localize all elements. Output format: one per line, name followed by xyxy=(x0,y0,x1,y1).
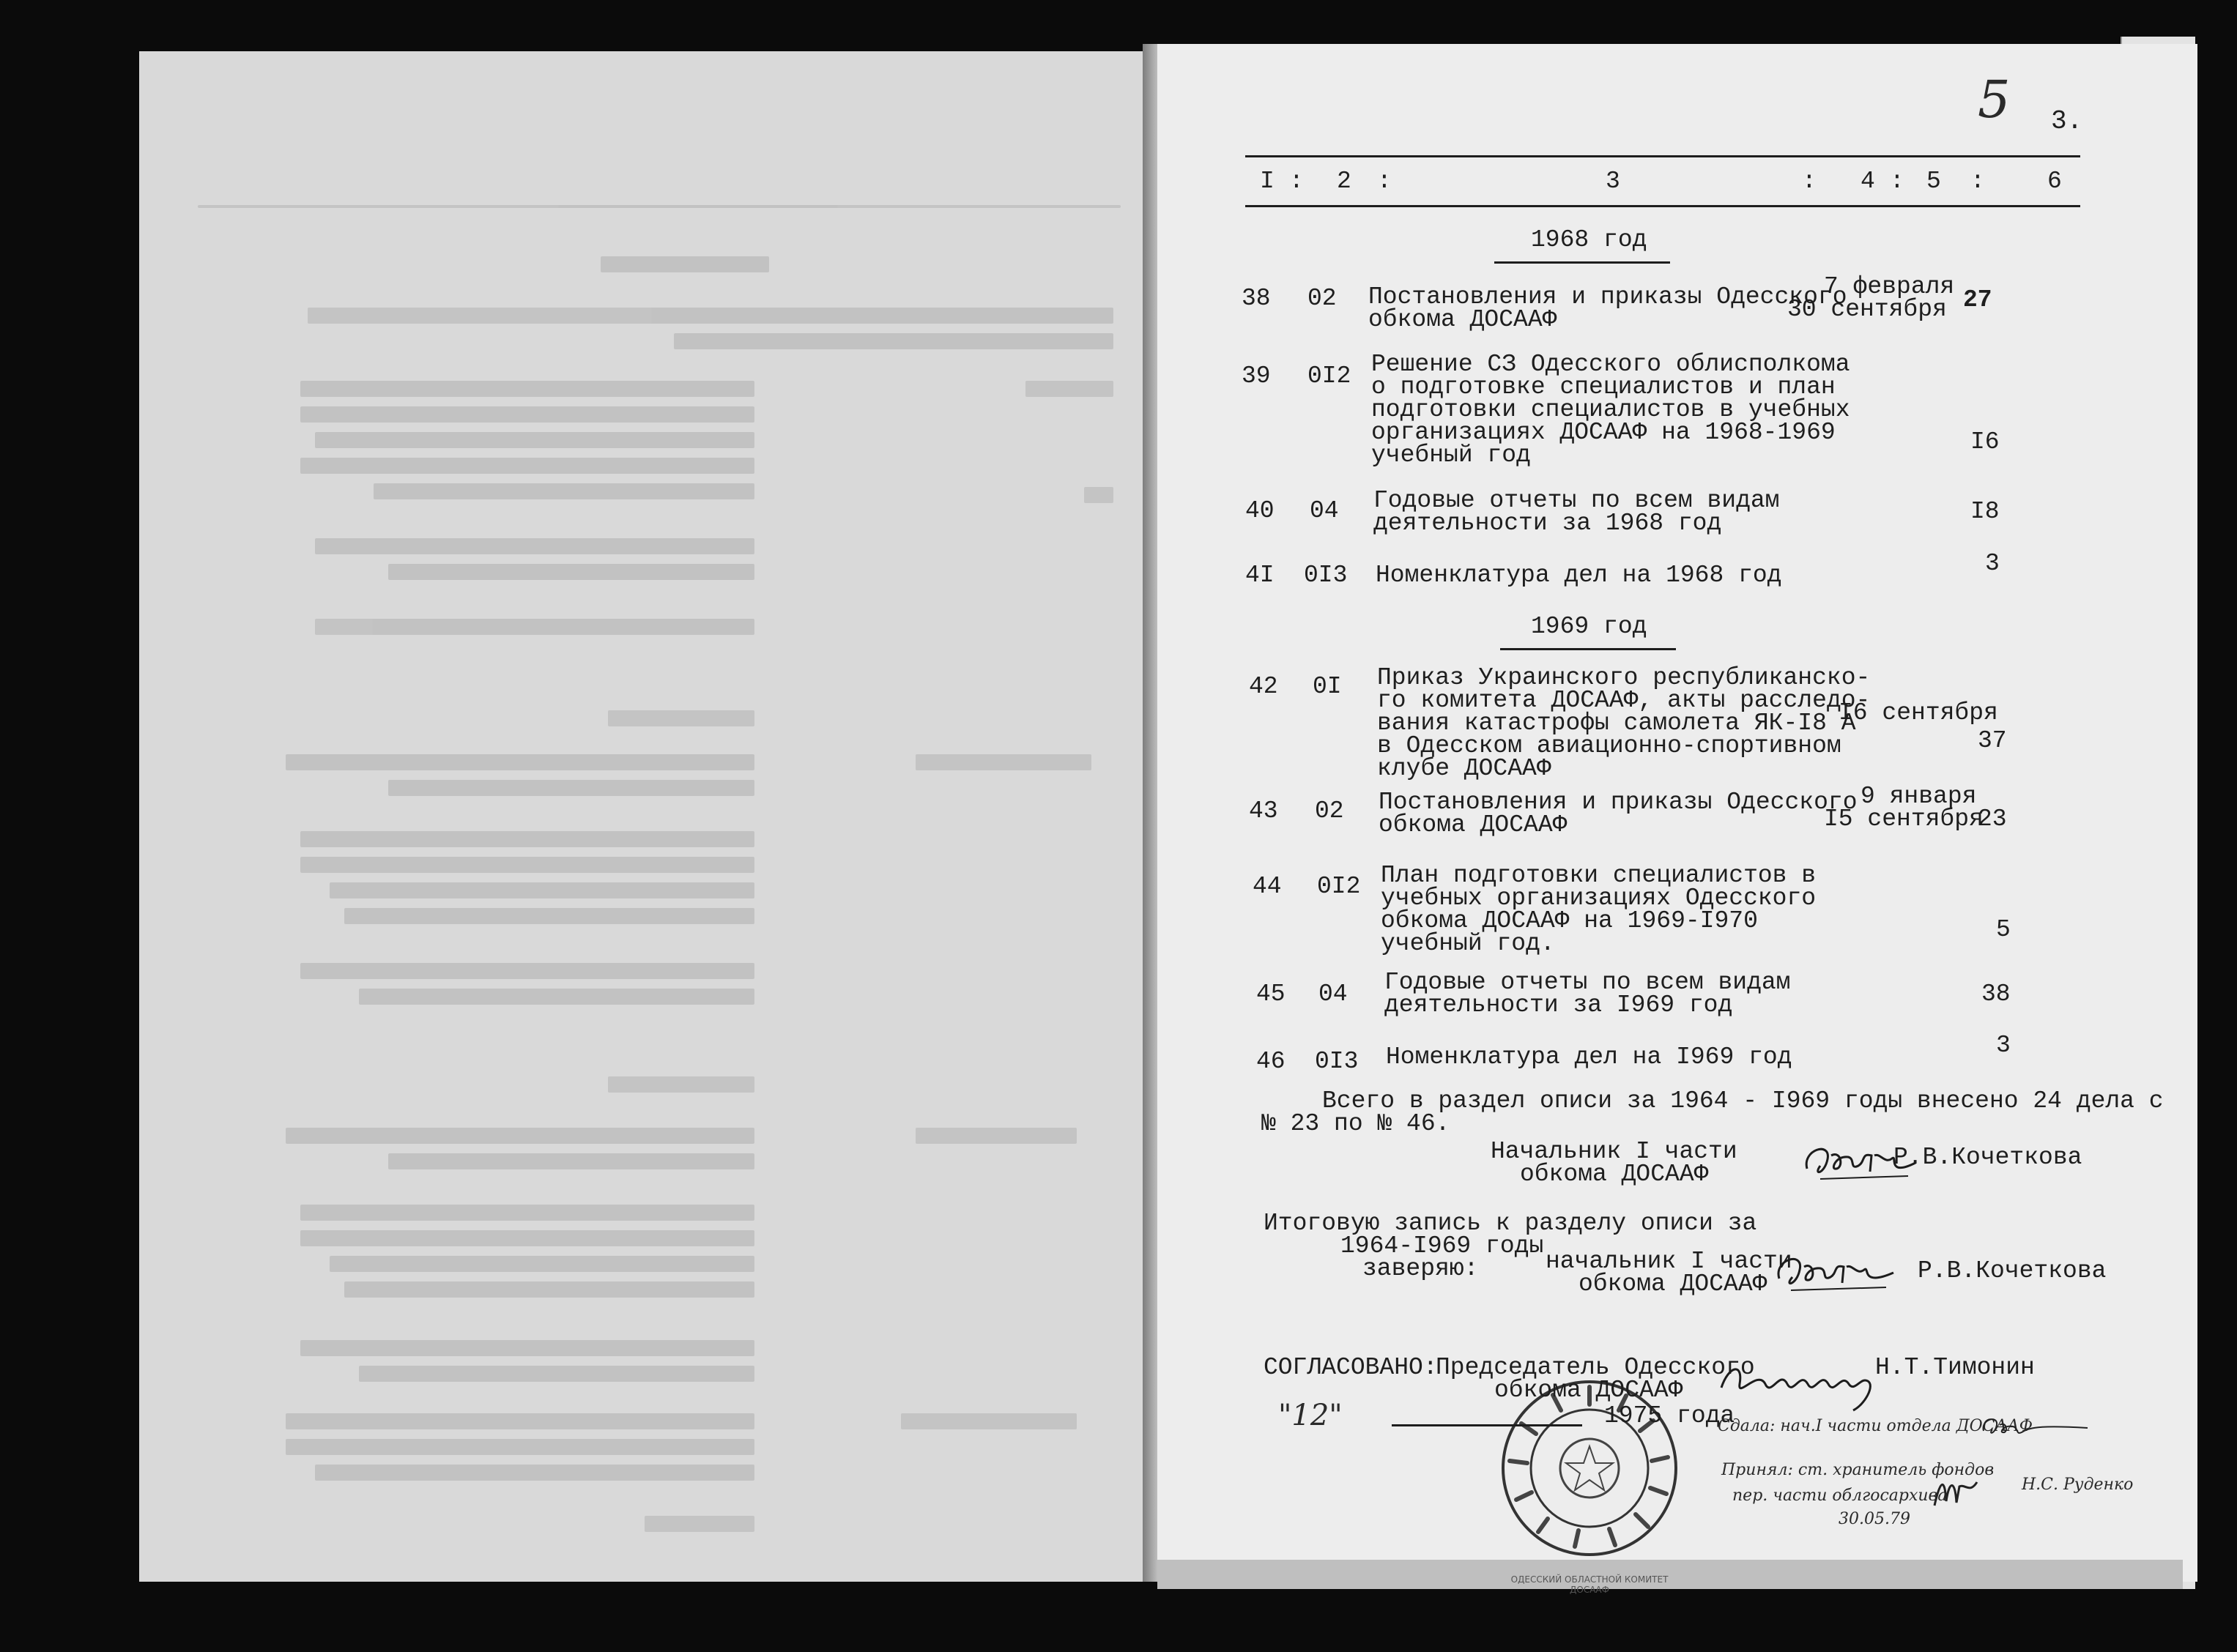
row-number: 45 xyxy=(1256,981,1286,1008)
row-title: о подготовке специалистов и план xyxy=(1371,373,1836,401)
row-title: вания катастрофы самолета ЯК-I8 А xyxy=(1377,710,1856,737)
page-bottom-edge xyxy=(1157,1560,2183,1589)
row-date: I5 сентября xyxy=(1824,805,1984,833)
row-fund: 0I2 xyxy=(1317,873,1361,900)
row-title: Постановления и приказы Одесского xyxy=(1368,283,1847,310)
row-sheets: I8 xyxy=(1970,498,2000,525)
approved-position: обкома ДОСААФ xyxy=(1494,1377,1683,1404)
row-number: 4I xyxy=(1245,562,1275,589)
year-underline xyxy=(1494,261,1670,264)
signature xyxy=(1930,1472,1981,1516)
col-header-6: 6 xyxy=(2047,168,2062,195)
row-title: учебный год. xyxy=(1381,930,1555,957)
row-number: 40 xyxy=(1245,497,1275,524)
col-header-1: I xyxy=(1260,168,1275,195)
row-title: Номенклатура дел на 1968 год xyxy=(1376,562,1782,589)
row-number: 38 xyxy=(1242,285,1271,312)
signer-position: Начальник I части xyxy=(1491,1138,1737,1165)
row-title: Постановления и приказы Одесского xyxy=(1379,789,1858,816)
row-title: обкома ДОСААФ xyxy=(1379,811,1568,838)
row-sheets: 3 xyxy=(1985,550,2000,577)
left-page xyxy=(139,51,1168,1582)
summary-line: Всего в раздел описи за 1964 - I969 годы внесено 24 дела с xyxy=(1322,1087,2164,1115)
bleed-through-text xyxy=(139,51,1165,1582)
row-sheets: 38 xyxy=(1981,981,2011,1008)
date-underline xyxy=(1392,1424,1582,1426)
row-title: Годовые отчеты по всем видам xyxy=(1384,969,1791,996)
row-title: подготовки специалистов в учебных xyxy=(1371,396,1850,423)
signature xyxy=(1714,1347,1890,1413)
row-date: 9 января xyxy=(1861,783,1977,810)
certify-text: заверяю: xyxy=(1362,1255,1479,1282)
col-header-5: 5 xyxy=(1926,168,1941,195)
handwritten-note: Н.С. Руденко xyxy=(2022,1476,2134,1494)
row-date: I6 сентября xyxy=(1839,699,1998,726)
row-number: 39 xyxy=(1242,362,1271,390)
row-title: Годовые отчеты по всем видам xyxy=(1373,487,1780,514)
certify-position: обкома ДОСААФ xyxy=(1578,1270,1767,1298)
row-title: в Одесском авиационно-спортивном xyxy=(1377,732,1841,759)
row-sheets: I6 xyxy=(1970,428,2000,455)
summary-line: № 23 по № 46. xyxy=(1261,1110,1450,1137)
seal-text: ОДЕССКИЙ ОБЛАСТНОЙ КОМИТЕТ ДОСААФ xyxy=(1510,1574,1669,1595)
row-title: Приказ Украинского республиканско- xyxy=(1377,664,1871,691)
row-sheets: 27 xyxy=(1963,286,1992,313)
row-date: 7 февраля xyxy=(1824,273,1955,300)
approved-label: СОГЛАСОВАНО: xyxy=(1264,1354,1438,1381)
row-fund: 04 xyxy=(1310,497,1339,524)
row-title: деятельности за I969 год xyxy=(1384,991,1733,1019)
row-fund: 02 xyxy=(1315,797,1344,825)
row-date: 30 сентября xyxy=(1787,296,1947,323)
handwritten-note: Сдала: нач.I части отдела ДОСААФ xyxy=(1718,1417,2033,1435)
row-fund: 04 xyxy=(1318,981,1348,1008)
signature xyxy=(1769,1245,1901,1303)
row-fund: 0I2 xyxy=(1307,362,1351,390)
signer-name: Р.В.Кочеткова xyxy=(1893,1144,2082,1171)
year-heading: 1968 год xyxy=(1531,226,1647,253)
row-sheets: 3 xyxy=(1996,1032,2011,1059)
row-title: Решение СЗ Одесского облисполкома xyxy=(1371,351,1850,378)
page-number-typed: 3. xyxy=(2051,106,2083,136)
page-number-handwritten: 5 xyxy=(1978,70,2011,130)
row-fund: 0I3 xyxy=(1315,1048,1359,1075)
row-fund: 0I3 xyxy=(1304,562,1348,589)
approved-position: Председатель Одесского xyxy=(1436,1354,1755,1381)
year-heading: 1969 год xyxy=(1531,613,1647,640)
row-title: План подготовки специалистов в xyxy=(1381,862,1817,889)
approved-date-year: 1975 года xyxy=(1604,1402,1735,1429)
approved-name: Н.Т.Тимонин xyxy=(1875,1354,2035,1381)
year-underline xyxy=(1500,648,1676,650)
row-title: учебный год xyxy=(1371,442,1531,469)
row-title: го комитета ДОСААФ, акты расследо- xyxy=(1377,687,1871,714)
approved-date-day: "12" xyxy=(1278,1399,1343,1432)
col-header-4: 4 xyxy=(1861,168,1875,195)
signer-position: обкома ДОСААФ xyxy=(1520,1161,1709,1188)
row-title: обкома ДОСААФ xyxy=(1368,306,1557,333)
handwritten-note: пер. части облгосархива xyxy=(1732,1487,1948,1505)
row-fund: 02 xyxy=(1307,285,1337,312)
signature xyxy=(1978,1412,2095,1441)
row-title: учебных организациях Одесского xyxy=(1381,885,1817,912)
row-sheets: 23 xyxy=(1978,805,2007,833)
certify-name: Р.В.Кочеткова xyxy=(1918,1257,2107,1284)
row-number: 44 xyxy=(1253,873,1282,900)
row-number: 46 xyxy=(1256,1048,1286,1075)
handwritten-note: Принял: ст. хранитель фондов xyxy=(1721,1461,1995,1479)
row-title: обкома ДОСААФ на 1969-I970 xyxy=(1381,907,1758,934)
row-title: клубе ДОСААФ xyxy=(1377,755,1551,782)
row-number: 43 xyxy=(1249,797,1278,825)
certify-position: начальник I части xyxy=(1546,1248,1792,1275)
row-sheets: 37 xyxy=(1978,727,2007,754)
col-header-2: 2 xyxy=(1337,168,1351,195)
row-sheets: 5 xyxy=(1996,916,2011,943)
row-fund: 0I xyxy=(1313,673,1342,700)
certify-text: 1964-I969 годы xyxy=(1340,1232,1544,1260)
col-header-3: 3 xyxy=(1606,168,1620,195)
row-title: Номенклатура дел на I969 год xyxy=(1386,1043,1792,1071)
header-rule-top xyxy=(1245,155,2080,157)
row-title: деятельности за 1968 год xyxy=(1373,510,1722,537)
row-title: организациях ДОСААФ на 1968-1969 xyxy=(1371,419,1836,446)
row-number: 42 xyxy=(1249,673,1278,700)
header-rule-bottom xyxy=(1245,205,2080,207)
certify-text: Итоговую запись к разделу описи за xyxy=(1264,1210,1757,1237)
handwritten-date: 30.05.79 xyxy=(1839,1510,1910,1528)
